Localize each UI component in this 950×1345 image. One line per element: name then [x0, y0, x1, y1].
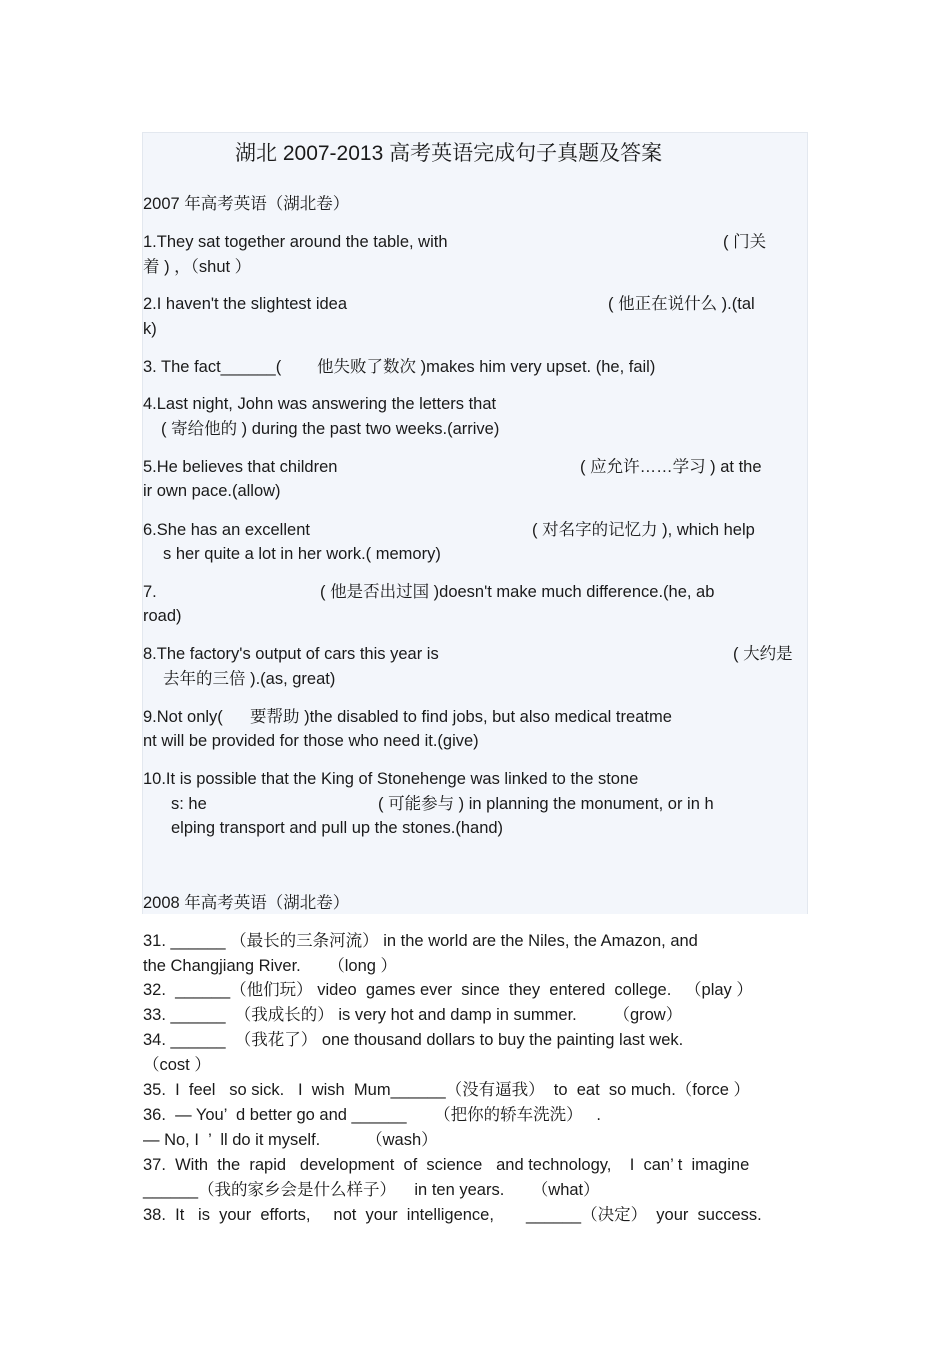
q7-hint: ( 他是否出过国 )doesn't make much difference.(he, ab: [320, 583, 715, 601]
q9-line1: 9.Not only(: [143, 708, 223, 726]
q7-line2: road): [143, 607, 182, 625]
q10-line3: elping transport and pull up the stones.(hand): [171, 819, 504, 837]
q35-line: 35. I feel so sick. I wish Mum______（没有逼我） to eat so much.（force ）: [143, 1081, 751, 1099]
section-heading-2008: 2008 年高考英语（湖北卷）: [143, 894, 350, 912]
q36-line2: — No, I ’ ll do it myself. （wash）: [143, 1131, 438, 1149]
q9-line2: nt will be provided for those who need it.(give): [143, 732, 479, 750]
q6-hint: ( 对名字的记忆力 ), which help: [532, 521, 755, 539]
q34-line1: 34. ______ （我花了） one thousand dollars to buy the painting last wek.: [143, 1031, 684, 1049]
q2-hint: ( 他正在说什么 ).(tal: [608, 295, 755, 313]
q7-line1: 7.: [143, 583, 157, 601]
q8-line1: 8.The factory's output of cars this year is: [143, 645, 439, 663]
q5-line2: ir own pace.(allow): [143, 482, 281, 500]
q4-line1: 4.Last night, John was answering the letters that: [143, 395, 497, 413]
q31-line1: 31. ______ （最长的三条河流） in the world are the Niles, the Amazon, and: [143, 932, 698, 950]
q9-hint: 要帮助 )the disabled to find jobs, but also medical treatme: [250, 708, 672, 726]
q4-line2: ( 寄给他的 ) during the past two weeks.(arrive): [161, 420, 500, 438]
q36-line1: 36. — You’ d better go and ______ （把你的轿车洗洗） .: [143, 1106, 601, 1124]
q37-line1: 37. With the rapid development of science and technology, I can’ t imagine: [143, 1156, 750, 1174]
q1-hint: ( 门关: [723, 233, 767, 251]
q31-line2: the Changjiang River. （long ）: [143, 957, 398, 975]
q5-line1: 5.He believes that children: [143, 458, 338, 476]
q3-hint: 他失败了数次 )makes him very upset. (he, fail): [317, 358, 656, 376]
q33-line: 33. ______ （我成长的） is very hot and damp in summer. （grow）: [143, 1006, 683, 1024]
q32-line: 32. ______（他们玩） video games ever since they entered college. （play ）: [143, 981, 753, 999]
q38-line: 38. It is your efforts, not your intelligence, ______（决定） your success.: [143, 1206, 762, 1224]
q2-line1: 2.I haven't the slightest idea: [143, 295, 348, 313]
q8-line2: 去年的三倍 ).(as, great): [163, 670, 336, 688]
q34-line2: （cost ）: [143, 1056, 211, 1074]
q3-line1: 3. The fact______(: [143, 358, 282, 376]
q6-line1: 6.She has an excellent: [143, 521, 310, 539]
q37-line2: ______（我的家乡会是什么样子） in ten years. （what）: [143, 1181, 600, 1199]
q2-line2: k): [143, 320, 157, 338]
q10-line1: 10.It is possible that the King of Stonehenge was linked to the stone: [143, 770, 639, 788]
page-title: 湖北 2007-2013 高考英语完成句子真题及答案: [235, 142, 663, 165]
q5-hint: ( 应允许……学习 ) at the: [580, 458, 762, 476]
section-heading-2007: 2007 年高考英语（湖北卷）: [143, 195, 350, 213]
q6-line2: s her quite a lot in her work.( memory): [163, 545, 441, 563]
q1-line2: 着 ) ，（shut ）: [143, 258, 252, 276]
q8-hint: ( 大约是: [733, 645, 793, 663]
q10-hint: ( 可能参与 ) in planning the monument, or in h: [378, 795, 714, 813]
q1-line1: 1.They sat together around the table, with: [143, 233, 448, 251]
q10-line2: s: he: [171, 795, 207, 813]
